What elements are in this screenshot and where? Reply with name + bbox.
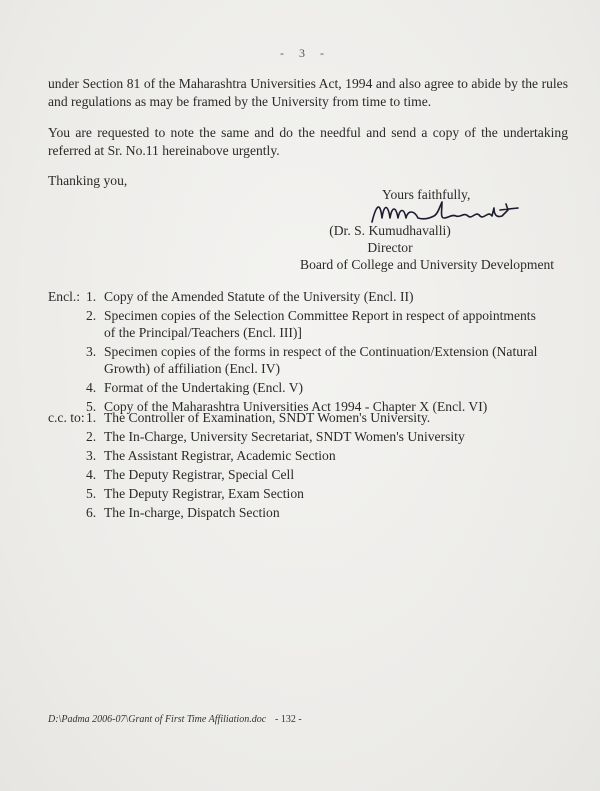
enclosures-list: [86, 288, 546, 417]
closing-line: Thanking you,: [48, 173, 128, 188]
copies-to-list: [86, 409, 546, 523]
body-paragraph-1: under Section 81 of the Maharashtra Universities Act, 1994 and also agree to abide by the rules and regulations as may be framed by the University from time to time.: [48, 76, 568, 109]
list-item: 5. Copy of the Maharashtra Universities Act 1994 - Chapter X (Encl. VI): [86, 399, 488, 414]
body-paragraph-2: You are requested to note the same and do the needful and send a copy of the undertaking referred at Sr. No.11 hereinabove urgently.: [48, 125, 568, 158]
valediction: Yours faithfully,: [382, 187, 471, 202]
list-item: 5. The Deputy Registrar, Exam Section: [86, 486, 304, 501]
list-item: 3. Specimen copies of the forms in respect of the Continuation/Extension (Natural Growth) of affiliation (Encl. IV): [86, 344, 538, 376]
list-item: 1. Copy of the Amended Statute of the University (Encl. II): [86, 289, 414, 304]
list-item: 6. The In-charge, Dispatch Section: [86, 505, 280, 520]
signatory-organization: Board of College and University Development: [300, 257, 555, 272]
list-item: 4. Format of the Undertaking (Encl. V): [86, 380, 304, 395]
list-item: 2. The In-Charge, University Secretariat, SNDT Women's University: [86, 429, 465, 444]
page-number: - 3 -: [280, 46, 330, 60]
footer-file-path: D:\Padma 2006-07\Grant of First Time Affiliation.doc: [48, 714, 267, 725]
footer-page-ref: - 132 -: [275, 714, 302, 725]
signatory-name: (Dr. S. Kumudhavalli): [329, 223, 451, 238]
list-item: 3. The Assistant Registrar, Academic Section: [86, 448, 336, 463]
list-item: 1. The Controller of Examination, SNDT Women's University.: [86, 410, 431, 425]
copies-to-label: c.c. to:: [48, 410, 85, 425]
signatory-title: Director: [367, 240, 413, 255]
enclosures-label: Encl.:: [48, 289, 81, 304]
list-item: 4. The Deputy Registrar, Special Cell: [86, 467, 295, 482]
list-item: 2. Specimen copies of the Selection Committee Report in respect of appointments of the Principal/Teachers (Encl. III)]: [86, 308, 536, 340]
